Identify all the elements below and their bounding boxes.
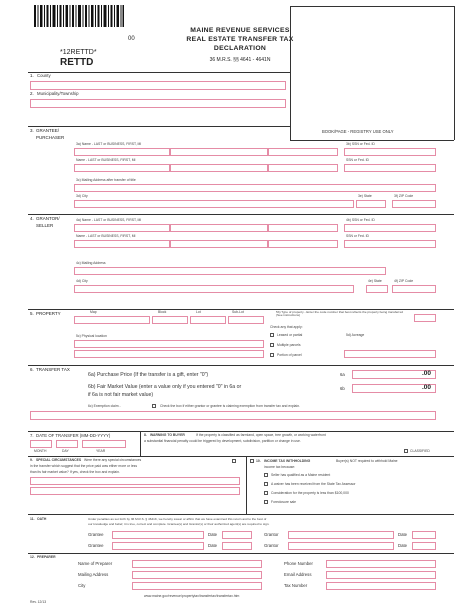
grantee-date-label-1: Date (208, 532, 218, 537)
field-6a-label: 6a (340, 372, 345, 377)
revision-label: Rev. 12/13 (30, 600, 47, 604)
grantor-city-field[interactable] (74, 285, 354, 293)
lot-field[interactable] (190, 316, 226, 324)
exemption-label: 6c) Exemption claim - (88, 404, 121, 408)
fair-market-cents: .00 (422, 384, 432, 391)
foreclosure-label: Foreclosure sale (271, 500, 297, 504)
warning-text-1: If the property is classified as farmland, open space, tree growth, or working waterfront (196, 433, 326, 437)
section-1-number: 1. (30, 73, 34, 78)
preparer-phone-field[interactable] (326, 560, 436, 568)
block-field[interactable] (152, 316, 188, 324)
multiple-parcels-label: Multiple parcels (277, 343, 301, 347)
section-4-number: 4. (30, 216, 34, 221)
preparer-phone-label: Phone Number (284, 561, 313, 566)
warning-text-2: a substantial financial penalty could be triggered by development, subdivision, partition or change in use. (144, 439, 301, 443)
resident-checkbox[interactable] (264, 473, 268, 477)
grantor-ssn-a-label: 4b) SSN or Fed. ID (346, 218, 375, 222)
grantee2-mi-field[interactable] (268, 164, 338, 172)
warning-to-buyer-title: WARNING TO BUYER (150, 433, 185, 437)
preparer-mailing-field[interactable] (132, 571, 262, 579)
grantee-mi-field[interactable] (268, 148, 338, 156)
oath-text-1: Under penalties as set forth by 36 M.R.S. § 4641K, we hereby swear or affirm that we have examined this return and to the best of (88, 517, 267, 521)
form-title-line2: DECLARATION (213, 45, 267, 52)
grantor-state-label: 4e) State (368, 279, 382, 283)
grantor2-mi-field[interactable] (268, 240, 338, 248)
grantee-date-field-2[interactable] (222, 542, 252, 550)
grantor-date-label-1: Date (398, 532, 408, 537)
grantee-mailing-field[interactable] (74, 184, 436, 192)
grantor-mailing-label: 4c) Mailing Address (76, 261, 106, 265)
grantor2-last-name-field[interactable] (74, 240, 170, 248)
transfer-month-field[interactable] (30, 440, 52, 448)
grantor-ssn-b-label: SSN or Fed. ID (346, 234, 369, 238)
classified-label: CLASSIFIED (410, 449, 430, 453)
section-6-number: 6. (30, 367, 34, 372)
preparer-title: PREPARER (37, 555, 56, 559)
barcode (34, 5, 124, 27)
map-label: Map (90, 310, 97, 314)
special-circumstances-checkbox[interactable] (232, 459, 236, 463)
physical-location-field[interactable] (74, 340, 264, 348)
lot-label: Lot (196, 310, 201, 314)
special-text-2: in the transfer which suggest that the price paid was either more or less (30, 464, 138, 468)
form-id: RETTD (60, 57, 94, 68)
income-tax-withholding-title: INCOME TAX WITHHOLDING (264, 459, 311, 463)
grantee-title: GRANTEE/ (36, 128, 60, 133)
grantor-state-field[interactable] (366, 285, 388, 293)
field-6b-label: 6b (340, 386, 345, 391)
sublot-field[interactable] (228, 316, 264, 324)
grantee-city-field[interactable] (74, 200, 354, 208)
grantor-date-label-2: Date (398, 543, 408, 548)
multiple-parcels-checkbox[interactable] (270, 343, 274, 347)
portion-parcel-checkbox[interactable] (270, 353, 274, 357)
grantor-title: GRANTOR/ (36, 216, 60, 221)
grantee-name-b-label: Name - LAST or BUSINESS, FIRST, MI (76, 158, 136, 162)
grantee-ssn-a-field[interactable] (344, 148, 436, 156)
grantee-signature-field-2[interactable] (112, 542, 204, 550)
oath-title: OATH (37, 517, 47, 521)
grantor-last-name-field[interactable] (74, 224, 170, 232)
barcode-suffix: 00 (128, 36, 135, 42)
grantor-ssn-b-field[interactable] (344, 240, 436, 248)
section-7-number: 7. (30, 433, 34, 438)
grantee-date-label-2: Date (208, 543, 218, 548)
sublot-label: Sub-Lot (232, 310, 244, 314)
grantee-sign-label-2: Grantee (88, 543, 104, 548)
municipality-label: Municipality/Township (37, 91, 79, 96)
grantee-first-name-field[interactable] (170, 148, 268, 156)
special-text-3: than its fair market value? If yes, check the box and explain. (30, 470, 120, 474)
section-3-number: 3. (30, 128, 34, 133)
grantor-zip-field[interactable] (392, 285, 436, 293)
grantor-name-b-label: Name - LAST or BUSINESS, FIRST, MI (76, 234, 136, 238)
grantor-mailing-field[interactable] (74, 267, 386, 275)
preparer-name-label: Name of Preparer (78, 561, 113, 566)
grantor-signature-field-2[interactable] (288, 542, 394, 550)
agency-name: MAINE REVENUE SERVICES (190, 27, 290, 34)
withholding-checkbox[interactable] (250, 459, 254, 463)
grantee-zip-label: 3f) ZIP Code (394, 194, 414, 198)
grantee-name-a-label: 3a) Name - LAST or BUSINESS, FIRST, MI (76, 142, 142, 146)
grantor-zip-label: 4f) ZIP Code (394, 279, 414, 283)
grantee-ssn-b-label: SSN or Fed. ID (346, 158, 369, 162)
preparer-city-label: City (78, 583, 86, 588)
grantee2-first-name-field[interactable] (170, 164, 268, 172)
preparer-taxnum-label: Tax Number (284, 583, 308, 588)
purchase-price-cents: .00 (422, 370, 432, 377)
property-type-label: 5b) Type of property - Enter the code number that best reflects the property being transferred (See instructions) (276, 310, 404, 318)
oath-text-2: our knowledge and belief, it is true, correct and complete. Grantee(s) and Grantor(s) or their authorized agent(s) are required to sign. (88, 522, 270, 526)
classified-checkbox[interactable] (404, 449, 408, 453)
transfer-day-field[interactable] (56, 440, 78, 448)
acreage-field[interactable] (344, 350, 436, 358)
grantee-ssn-b-field[interactable] (344, 164, 436, 172)
purchase-price-label: 6a) Purchase Price (If the transfer is a gift, enter "0") (88, 372, 209, 378)
grantor-city-label: 4d) City (76, 279, 88, 283)
day-label: DAY (62, 449, 69, 453)
grantee-ssn-a-label: 3b) SSN or Fed. ID (346, 142, 375, 146)
grantor-sign-label-1: Grantor (264, 532, 279, 537)
transfer-tax-title: TRANSFER TAX (36, 367, 70, 372)
preparer-email-label: Email Address (284, 572, 312, 577)
acreage-label: 5d) Acreage (346, 333, 365, 337)
website-url[interactable]: www.maine.gov/revenue/propertytax/transfertax/transfertax.htm (144, 594, 240, 598)
exemption-checkbox[interactable] (152, 404, 156, 408)
grantee-zip-field[interactable] (392, 200, 436, 208)
form-code: *12RETTD* (60, 49, 97, 56)
grantor-ssn-a-field[interactable] (344, 224, 436, 232)
special-circumstances-title: SPECIAL CIRCUMSTANCES (36, 458, 82, 462)
section-11-number: 11. (30, 517, 35, 521)
preparer-name-field[interactable] (132, 560, 262, 568)
special-text-1: Were there any special circumstances (84, 458, 142, 462)
grantee-date-field-1[interactable] (222, 531, 252, 539)
grantor-sign-label-2: Grantor (264, 543, 279, 548)
waiver-label: A waiver has been received from the State Tax Assessor (271, 482, 356, 486)
exemption-text: Check the box if either grantor or grantee is claiming exemption from transfer tax and explain. (160, 404, 301, 408)
waiver-checkbox[interactable] (264, 482, 268, 486)
section-12-number: 12. (30, 555, 35, 559)
grantor-name-a-label: 4a) Name - LAST or BUSINESS, FIRST, MI (76, 218, 142, 222)
section-5-number: 5. (30, 311, 34, 316)
section-10-number: 10. (256, 459, 261, 463)
section-8-number: 8. (144, 433, 147, 437)
check-all-label: Check any that apply: (270, 325, 303, 329)
grantee-signature-field-1[interactable] (112, 531, 204, 539)
withholding-text-1: Buyer(s) NOT required to withhold Maine (336, 459, 398, 463)
physical-location-label: 5c) Physical location (76, 334, 107, 338)
special-explanation-field-1[interactable] (30, 477, 240, 485)
county-field[interactable] (30, 81, 286, 90)
leased-checkbox[interactable] (270, 333, 274, 337)
grantor-mi-field[interactable] (268, 224, 338, 232)
month-label: MONTH (34, 449, 47, 453)
grantee-state-label: 3e) State (358, 194, 372, 198)
preparer-email-field[interactable] (326, 571, 436, 579)
municipality-field[interactable] (30, 99, 286, 108)
grantee-city-label: 3d) City (76, 194, 88, 198)
grantor-first-name-field[interactable] (170, 224, 268, 232)
grantor2-first-name-field[interactable] (170, 240, 268, 248)
date-of-transfer-label: DATE OF TRANSFER (MM-DD-YYYY) (36, 433, 111, 438)
grantee-sign-label-1: Grantee (88, 532, 104, 537)
foreclosure-checkbox[interactable] (264, 500, 268, 504)
property-type-field[interactable] (414, 314, 436, 322)
purchaser-title: PURCHASER (36, 135, 65, 140)
special-explanation-field-2[interactable] (30, 487, 240, 495)
grantee-mailing-label: 3c) Mailing Address after transfer of title (76, 178, 136, 182)
block-label: Block (158, 310, 167, 314)
seller-title: SELLER (36, 223, 54, 228)
preparer-taxnum-field[interactable] (326, 582, 436, 590)
grantee2-last-name-field[interactable] (74, 164, 170, 172)
grantee-last-name-field[interactable] (74, 148, 170, 156)
book-page-label: BOOK/PAGE - REGISTRY USE ONLY (322, 129, 394, 134)
transfer-year-field[interactable] (82, 440, 126, 448)
leased-label: Leased or partial (277, 333, 303, 337)
fair-market-label-1: 6b) Fair Market Value (enter a value only if you entered "0" in 6a or (88, 384, 242, 390)
grantor-signature-field-1[interactable] (288, 531, 394, 539)
grantor-date-field-1[interactable] (412, 531, 436, 539)
grantee-state-field[interactable] (356, 200, 386, 208)
exemption-explanation-field[interactable] (30, 411, 436, 420)
county-label: County (37, 73, 51, 78)
year-label: YEAR (96, 449, 106, 453)
preparer-mailing-label: Mailing Address (78, 572, 109, 577)
preparer-city-field[interactable] (132, 582, 262, 590)
portion-parcel-label: Portion of parcel (277, 353, 302, 357)
resident-label: Seller has qualified as a Maine resident (271, 473, 331, 477)
consideration-checkbox[interactable] (264, 491, 268, 495)
property-title: PROPERTY (36, 311, 61, 316)
statute-reference: 36 M.R.S. §§ 4641 - 4641N (209, 57, 271, 63)
withholding-text-2: income tax because: (264, 465, 296, 469)
grantor-date-field-2[interactable] (412, 542, 436, 550)
section-2-number: 2. (30, 91, 34, 96)
section-9-number: 9. (30, 458, 33, 462)
map-field[interactable] (74, 316, 150, 324)
physical-location-field-2[interactable] (74, 350, 264, 358)
consideration-label: Consideration for the property is less than $100,000 (271, 491, 349, 495)
form-title-line1: REAL ESTATE TRANSFER TAX (186, 36, 294, 43)
fair-market-label-2: if 6a is not fair market value) (88, 392, 154, 398)
